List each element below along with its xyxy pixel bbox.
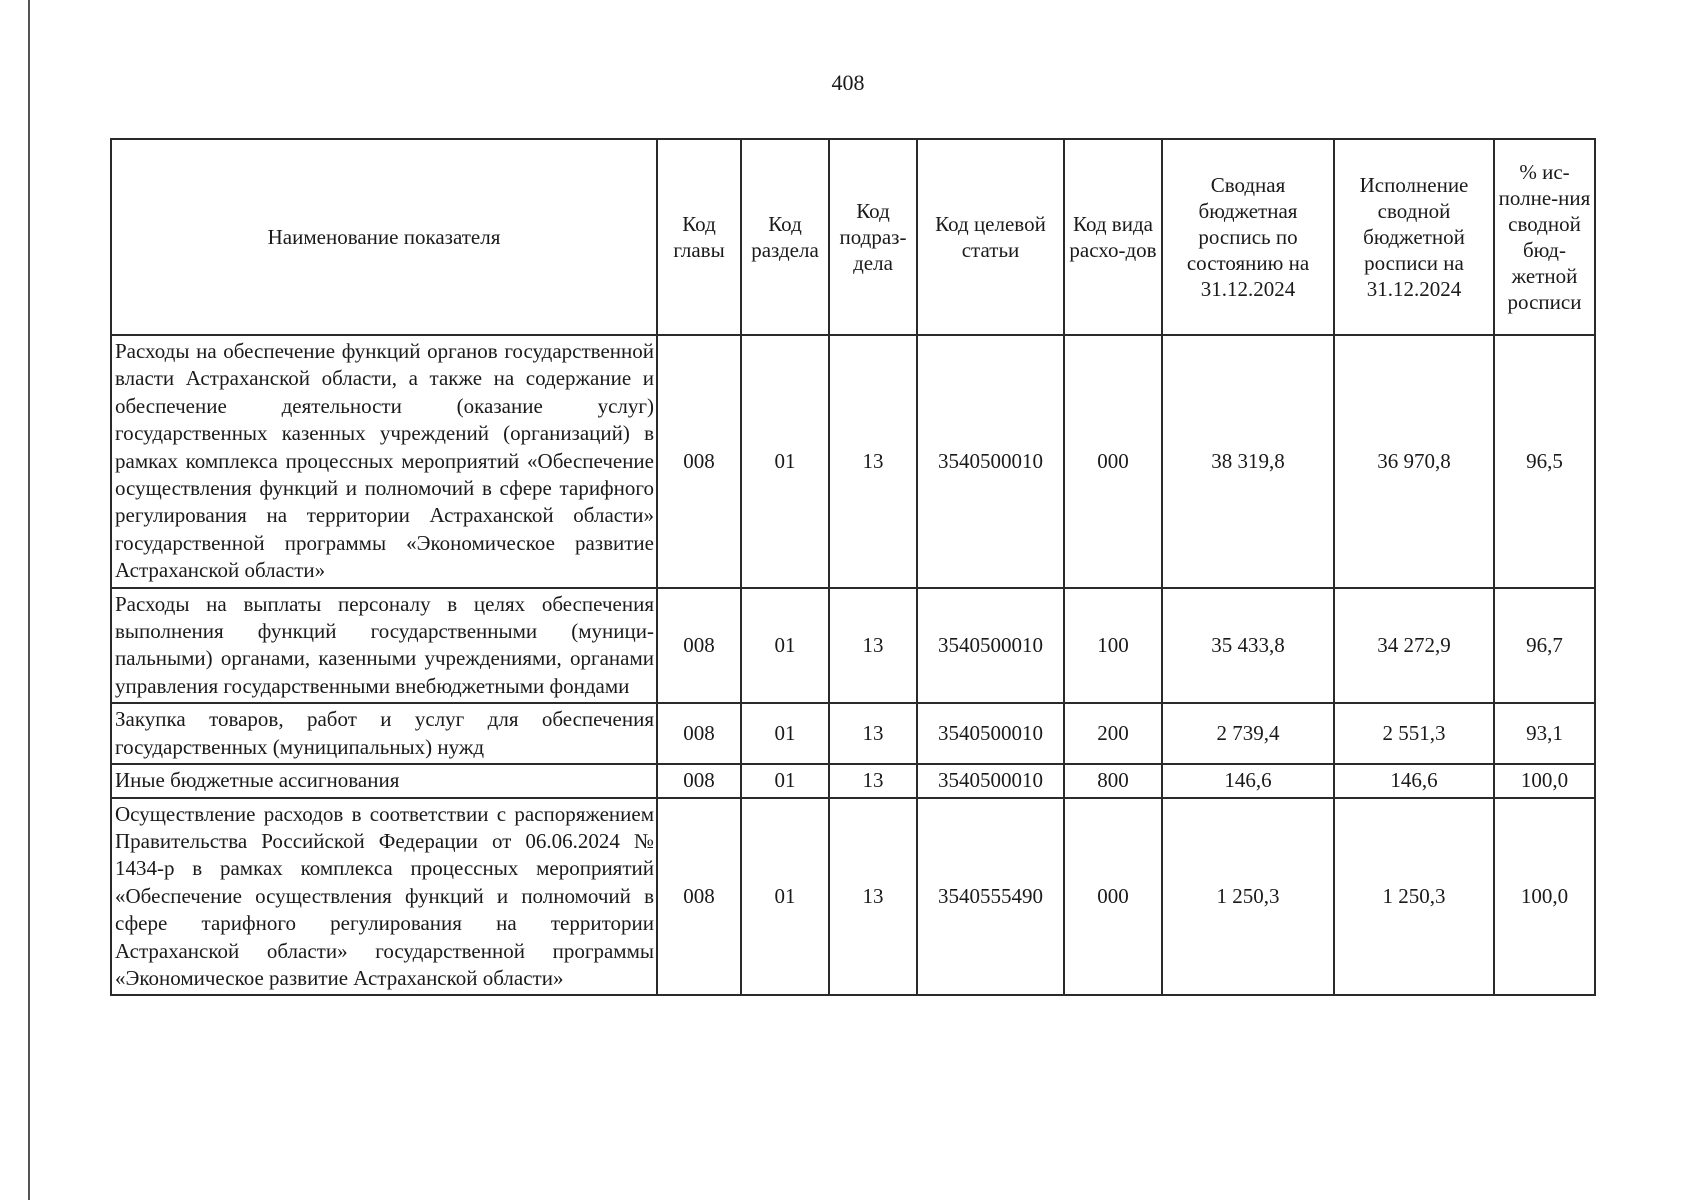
row-section-code: 01 [741,703,829,764]
row-execution: 34 272,9 [1334,588,1494,704]
table-row [111,588,1595,704]
table-row [111,335,1595,588]
row-expense-type-code: 100 [1064,588,1162,704]
row-budget-list: 35 433,8 [1162,588,1334,704]
row-budget-list: 146,6 [1162,764,1334,797]
table-row [111,703,1595,764]
row-budget-list: 1 250,3 [1162,798,1334,996]
header-percent: % ис-полне-ния сводной бюд-жетной росписи [1494,139,1595,335]
row-chapter-code: 008 [657,703,741,764]
table-header-row [111,139,1595,335]
row-name: Осуществление расходов в соответствии с распоряжением Правительства Российской Федерации от 06.06.2024 № 1434-р в рамках комплекса процессных мероприятий «Обеспечение осуществления функций и полномочий в сфере тарифного регулирования на территории Астраханской области» государственной программы «Экономическое развитие Астраханской области» [111,798,657,996]
row-execution: 2 551,3 [1334,703,1494,764]
row-target-code: 3540500010 [917,335,1064,588]
row-section-code: 01 [741,798,829,996]
row-target-code: 3540555490 [917,798,1064,996]
header-execution: Исполнение сводной бюджетной росписи на 31.12.2024 [1334,139,1494,335]
row-section-code: 01 [741,335,829,588]
row-target-code: 3540500010 [917,703,1064,764]
row-execution: 36 970,8 [1334,335,1494,588]
budget-execution-table [110,138,1596,996]
row-name: Расходы на обеспечение функций органов государственной власти Астраханской области, а также на содержание и обеспечение деятельности (оказание услуг) государственных казенных учреждений (организаций) в рамках комплекса процессных мероприятий «Обеспечение осуществления функций и полномочий в сфере тарифного регулирования на территории Астраханской области» государственной программы «Экономическое развитие Астраханской области» [111,335,657,588]
row-percent: 100,0 [1494,764,1595,797]
header-target-code: Код целевой статьи [917,139,1064,335]
row-expense-type-code: 000 [1064,335,1162,588]
row-subsection-code: 13 [829,764,917,797]
header-section-code: Код раздела [741,139,829,335]
page-number: 408 [831,70,865,95]
row-target-code: 3540500010 [917,764,1064,797]
header-subsection-code: Код подраз-дела [829,139,917,335]
row-expense-type-code: 200 [1064,703,1162,764]
row-section-code: 01 [741,764,829,797]
header-budget-list: Сводная бюджетная роспись по состоянию на 31.12.2024 [1162,139,1334,335]
row-expense-type-code: 000 [1064,798,1162,996]
header-name: Наименование показателя [111,139,657,335]
row-expense-type-code: 800 [1064,764,1162,797]
header-expense-type-code: Код вида расхо-дов [1064,139,1162,335]
row-chapter-code: 008 [657,588,741,704]
row-subsection-code: 13 [829,703,917,764]
header-chapter-code: Код главы [657,139,741,335]
table-row [111,798,1595,996]
row-budget-list: 38 319,8 [1162,335,1334,588]
row-percent: 100,0 [1494,798,1595,996]
row-execution: 1 250,3 [1334,798,1494,996]
row-subsection-code: 13 [829,588,917,704]
row-name: Иные бюджетные ассигнования [111,764,657,797]
row-subsection-code: 13 [829,335,917,588]
row-section-code: 01 [741,588,829,704]
row-percent: 96,5 [1494,335,1595,588]
row-name: Расходы на выплаты персоналу в целях обеспечения выполнения функций государственными (муниципальными) органами, казенными учреждениями, органами управления государственными внебюджетными фондами [111,588,657,704]
row-chapter-code: 008 [657,764,741,797]
row-name: Закупка товаров, работ и услуг для обеспечения государственных (муниципальных) нужд [111,703,657,764]
row-percent: 93,1 [1494,703,1595,764]
row-target-code: 3540500010 [917,588,1064,704]
row-percent: 96,7 [1494,588,1595,704]
row-chapter-code: 008 [657,798,741,996]
row-budget-list: 2 739,4 [1162,703,1334,764]
row-subsection-code: 13 [829,798,917,996]
row-chapter-code: 008 [657,335,741,588]
table-row [111,764,1595,797]
scan-edge-line [28,0,30,1200]
row-execution: 146,6 [1334,764,1494,797]
